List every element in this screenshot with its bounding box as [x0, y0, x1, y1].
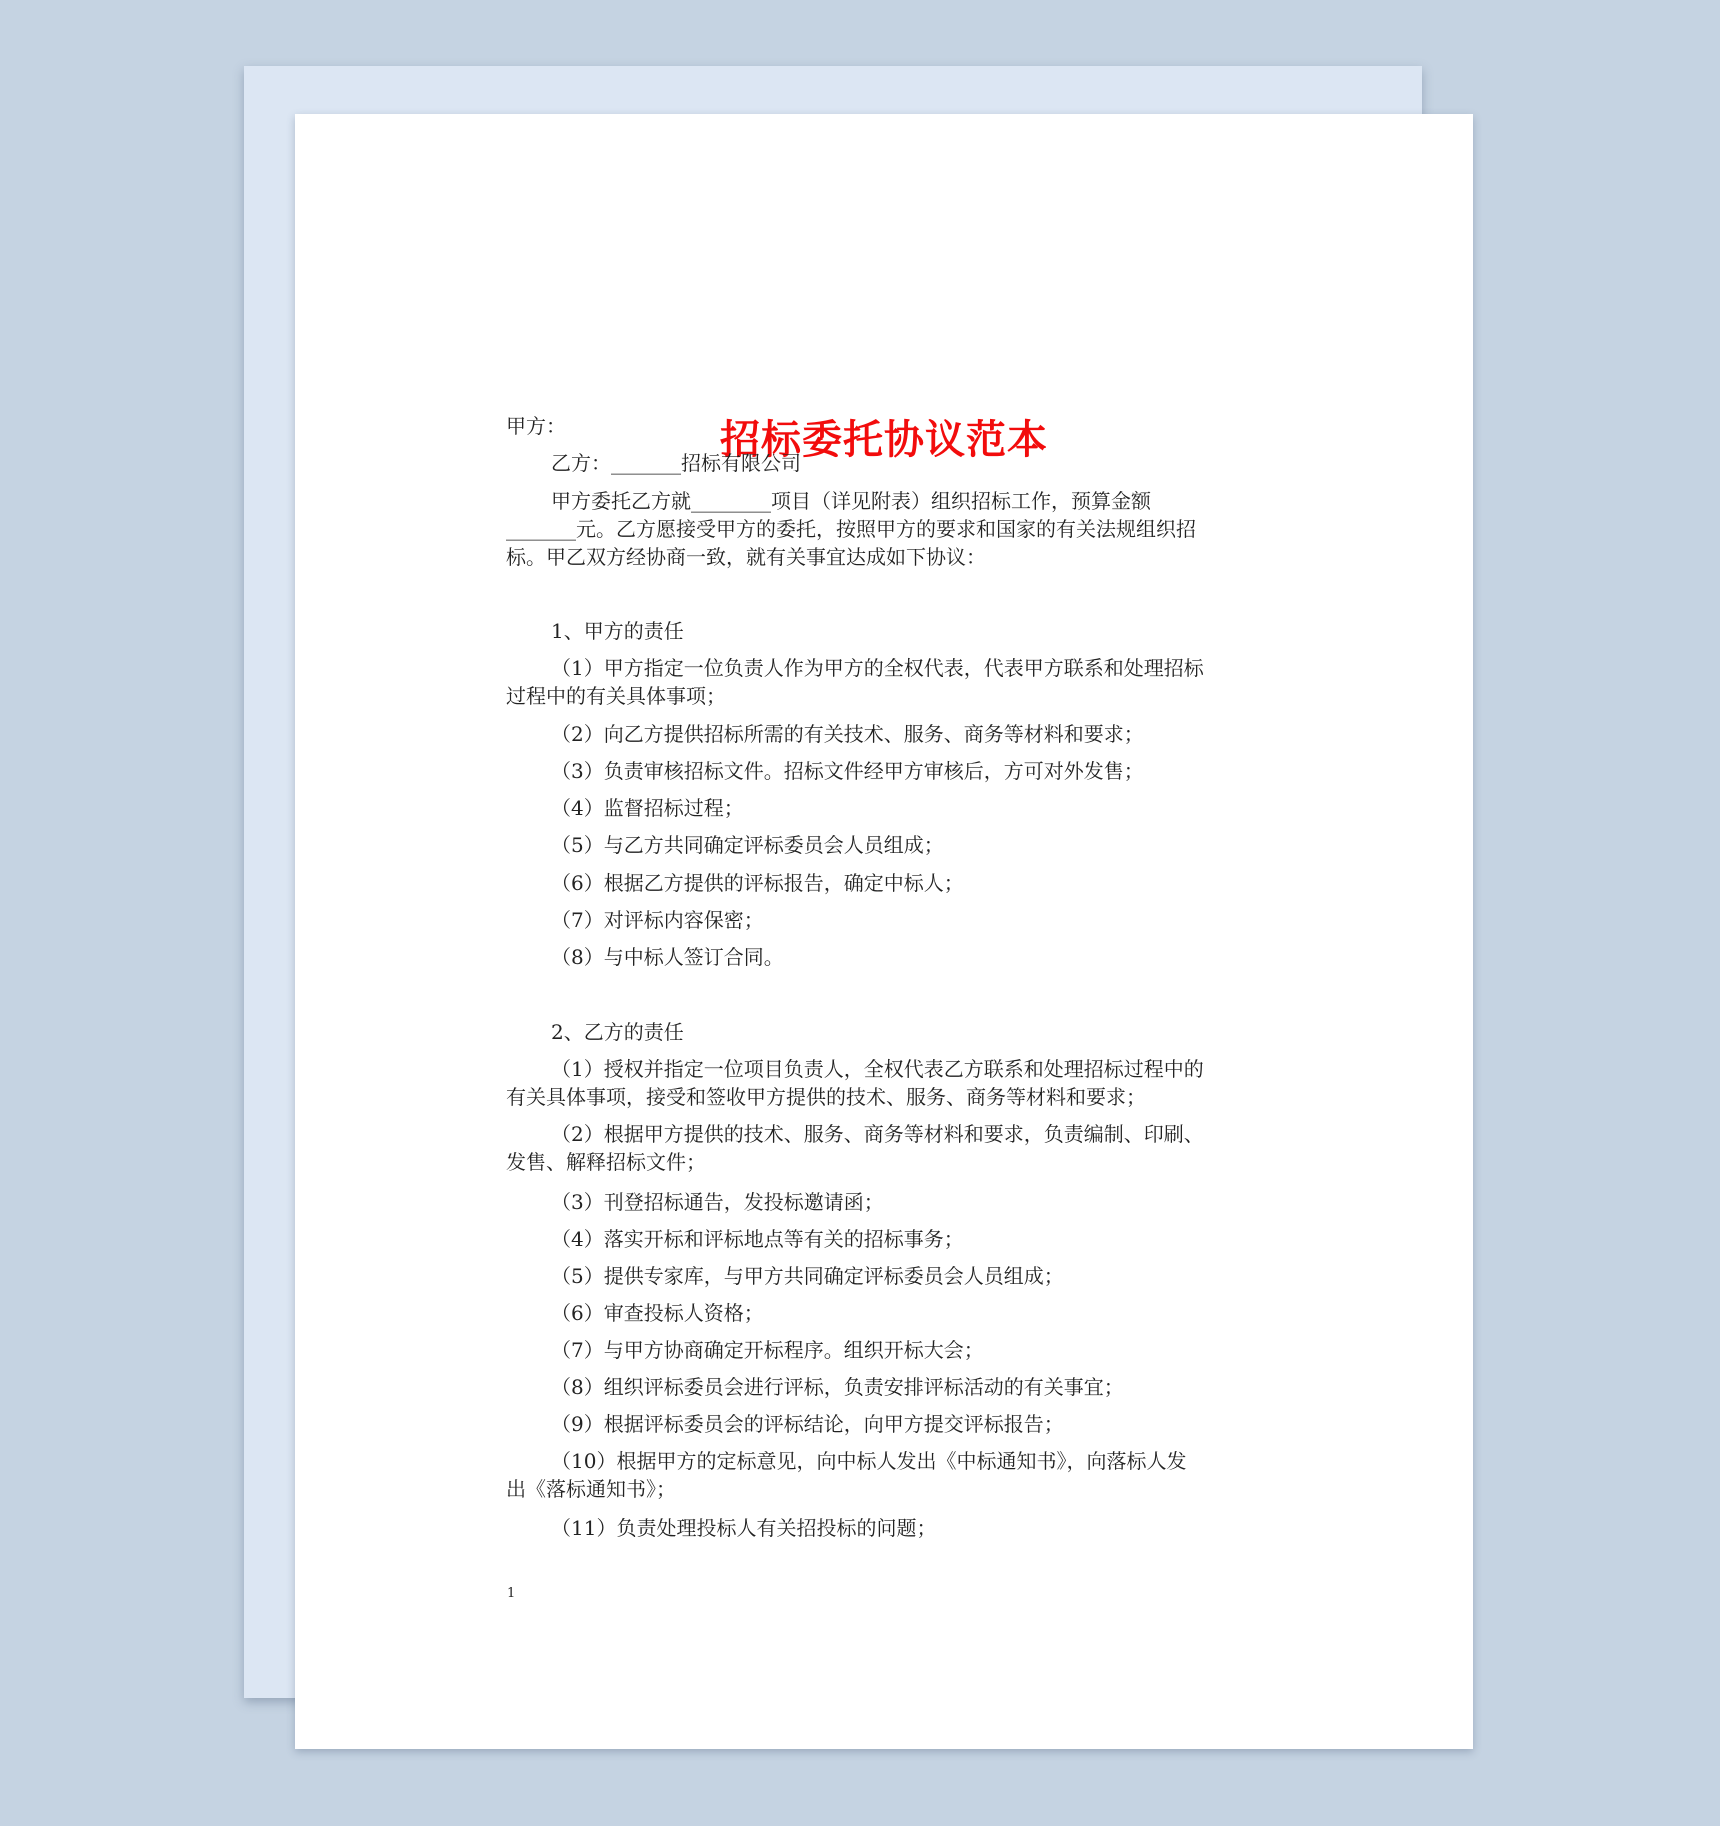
list-item: （5）与乙方共同确定评标委员会人员组成； — [551, 833, 944, 857]
list-item: （10）根据甲方的定标意见，向中标人发出《中标通知书》，向落标人发 — [551, 1449, 1187, 1473]
intro-line: _______元。乙方愿接受甲方的委托，按照甲方的要求和国家的有关法规组织招 — [506, 517, 1196, 541]
party-a: 甲方： — [506, 414, 566, 438]
intro-line: 甲方委托乙方就________项目（详见附表）组织招标工作，预算金额 — [551, 489, 1151, 513]
list-item: （4）落实开标和评标地点等有关的招标事务； — [551, 1227, 964, 1251]
list-item-cont: 发售、解释招标文件； — [506, 1150, 706, 1174]
list-item: （4）监督招标过程； — [551, 796, 744, 820]
list-item: （8）组织评标委员会进行评标，负责安排评标活动的有关事宜； — [551, 1375, 1124, 1399]
list-item: （9）根据评标委员会的评标结论，向甲方提交评标报告； — [551, 1412, 1064, 1436]
list-item: （8）与中标人签订合同。 — [551, 945, 784, 969]
list-item: （1）甲方指定一位负责人作为甲方的全权代表，代表甲方联系和处理招标 — [551, 656, 1204, 680]
document-title: 招标委托协议范本 — [720, 417, 1048, 463]
party-b: 乙方：_______招标有限公司 — [551, 451, 801, 475]
intro-line: 标。甲乙双方经协商一致，就有关事宜达成如下协议： — [506, 545, 986, 569]
list-item-cont: 出《落标通知书》； — [506, 1477, 676, 1501]
page-number: 1 — [507, 1586, 516, 1601]
document-page — [295, 114, 1473, 1749]
list-item: （1）授权并指定一位项目负责人，全权代表乙方联系和处理招标过程中的 — [551, 1057, 1204, 1081]
list-item: （5）提供专家库，与甲方共同确定评标委员会人员组成； — [551, 1264, 1064, 1288]
list-item: （3）刊登招标通告，发投标邀请函； — [551, 1190, 884, 1214]
list-item-cont: 有关具体事项，接受和签收甲方提供的技术、服务、商务等材料和要求； — [506, 1085, 1146, 1109]
list-item: （3）负责审核招标文件。招标文件经甲方审核后，方可对外发售； — [551, 759, 1144, 783]
list-item: （7）与甲方协商确定开标程序。组织开标大会； — [551, 1338, 984, 1362]
list-item-cont: 过程中的有关具体事项； — [506, 684, 726, 708]
list-item: （6）根据乙方提供的评标报告，确定中标人； — [551, 871, 964, 895]
section-heading: 2、乙方的责任 — [551, 1020, 684, 1044]
section-heading: 1、甲方的责任 — [551, 619, 684, 643]
list-item: （6）审查投标人资格； — [551, 1301, 764, 1325]
list-item: （11）负责处理投标人有关招投标的问题； — [551, 1516, 937, 1540]
list-item: （2）根据甲方提供的技术、服务、商务等材料和要求，负责编制、印刷、 — [551, 1122, 1204, 1146]
list-item: （7）对评标内容保密； — [551, 908, 764, 932]
list-item: （2）向乙方提供招标所需的有关技术、服务、商务等材料和要求； — [551, 722, 1144, 746]
